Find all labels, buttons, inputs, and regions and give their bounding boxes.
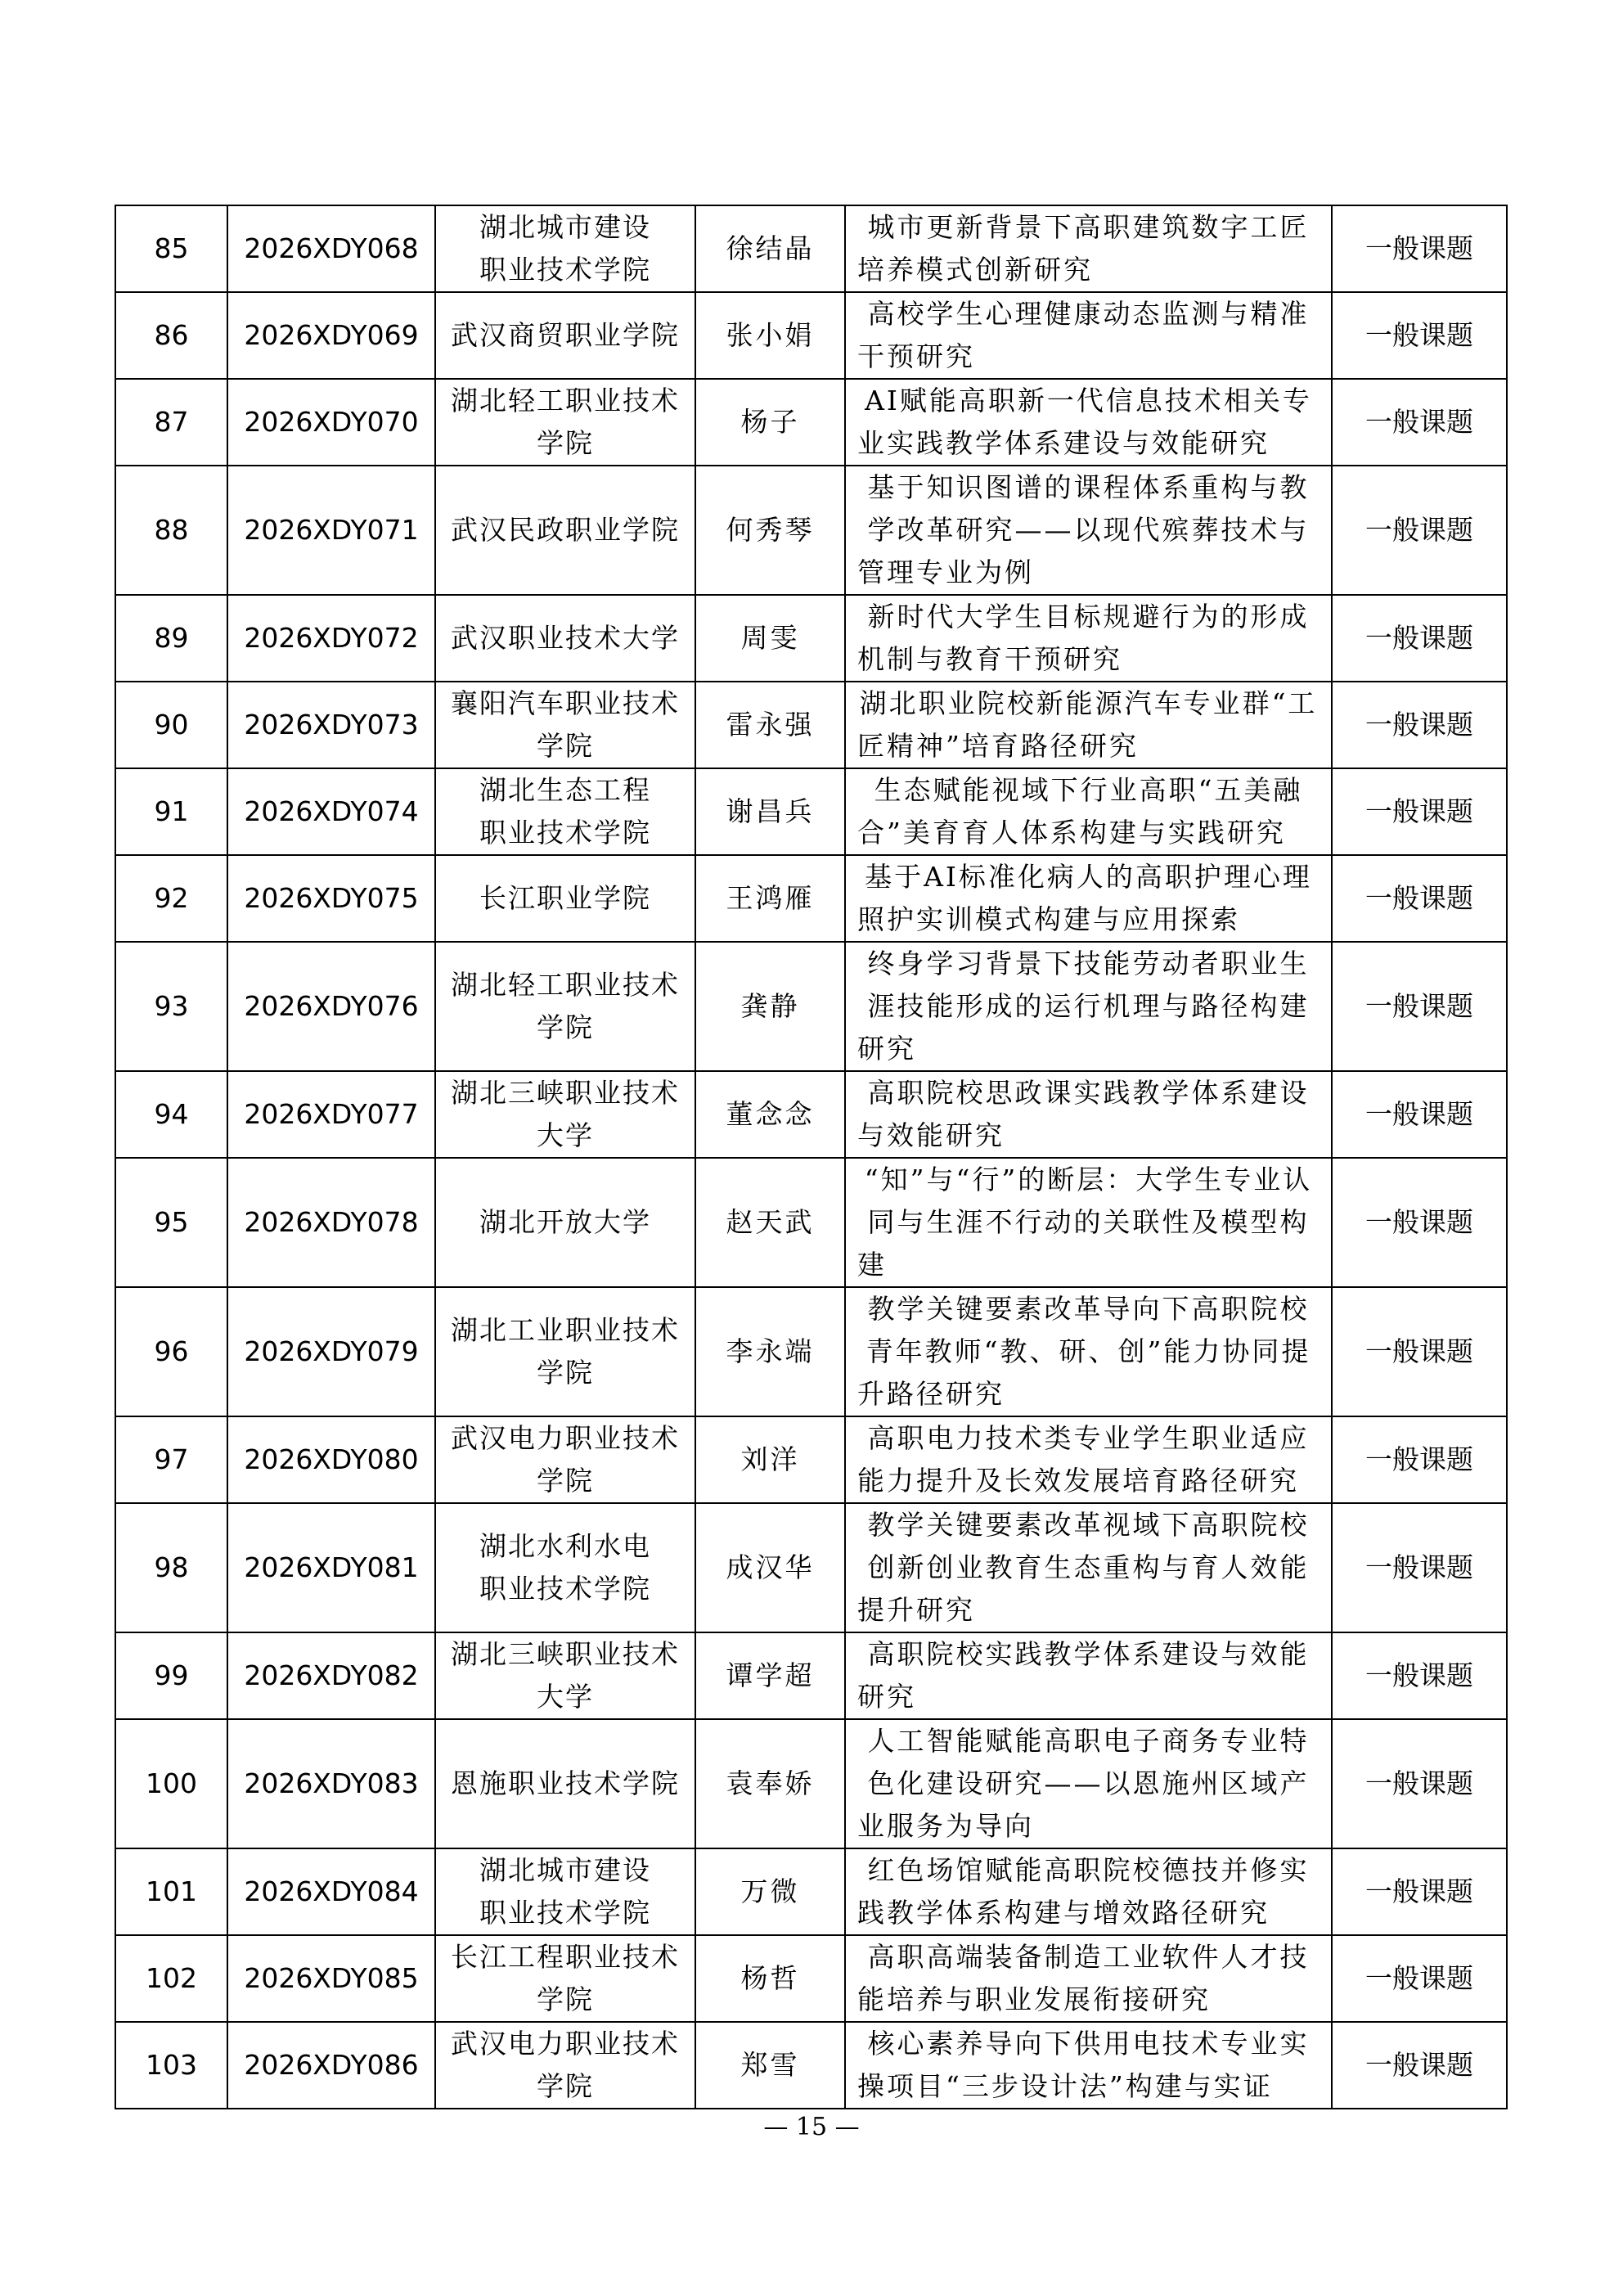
- project-code-cell: 2026XDY084: [227, 1848, 435, 1935]
- leader-name-cell: 郑雪: [695, 2022, 845, 2109]
- table-row: [115, 1632, 1507, 1719]
- leader-name-cell: 王鸿雁: [695, 855, 845, 942]
- row-number-cell: 100: [115, 1719, 227, 1848]
- table-row: [115, 1287, 1507, 1416]
- school-name-line: 湖北生态工程: [479, 774, 651, 806]
- leader-name-cell: 李永端: [695, 1287, 845, 1416]
- table-row: [115, 466, 1507, 595]
- row-number-cell: 102: [115, 1935, 227, 2022]
- table-row: [115, 292, 1507, 379]
- table-row: [115, 1503, 1507, 1632]
- project-code-cell: 2026XDY073: [227, 682, 435, 768]
- leader-name-cell: 谭学超: [695, 1632, 845, 1719]
- project-code-cell: 2026XDY074: [227, 768, 435, 855]
- row-number-cell: 90: [115, 682, 227, 768]
- school-name-line: 湖北三峡职业技术: [451, 1638, 680, 1670]
- school-cell: [435, 855, 695, 942]
- school-name-line: 湖北轻工职业技术: [451, 969, 680, 1001]
- table-row: [115, 2022, 1507, 2109]
- school-name-line: 学院: [537, 427, 594, 459]
- school-cell: [435, 466, 695, 595]
- school-name-line: 湖北工业职业技术: [451, 1314, 680, 1346]
- school-cell: [435, 1416, 695, 1503]
- row-number-cell: 91: [115, 768, 227, 855]
- table-row: [115, 1158, 1507, 1287]
- school-cell: [435, 1632, 695, 1719]
- school-cell: [435, 1935, 695, 2022]
- project-title-cell: 核心素养导向下供用电技术专业实操项目“三步设计法”构建与实证: [845, 2022, 1332, 2109]
- leader-name-cell: 董念念: [695, 1071, 845, 1158]
- project-code-cell: 2026XDY068: [227, 205, 435, 292]
- project-type-cell: 一般课题: [1332, 2022, 1507, 2109]
- school-name-line: 职业技术学院: [479, 254, 651, 286]
- project-table: [115, 205, 1508, 2109]
- project-type-cell: 一般课题: [1332, 855, 1507, 942]
- leader-name-cell: 赵天武: [695, 1158, 845, 1287]
- project-code-cell: 2026XDY076: [227, 942, 435, 1071]
- row-number-cell: 89: [115, 595, 227, 682]
- school-name-line: 大学: [537, 1119, 594, 1151]
- school-name-line: 湖北三峡职业技术: [451, 1077, 680, 1109]
- school-name-line: 武汉民政职业学院: [451, 514, 680, 546]
- leader-name-cell: 雷永强: [695, 682, 845, 768]
- table-row: [115, 379, 1507, 466]
- project-title-cell: 湖北职业院校新能源汽车专业群“工匠精神”培育路径研究: [845, 682, 1332, 768]
- project-code-cell: 2026XDY080: [227, 1416, 435, 1503]
- school-cell: [435, 1503, 695, 1632]
- school-name-line: 武汉职业技术大学: [451, 622, 680, 654]
- project-type-cell: 一般课题: [1332, 942, 1507, 1071]
- school-name-line: 湖北轻工职业技术: [451, 385, 680, 416]
- table-row: [115, 1719, 1507, 1848]
- table-body: [115, 205, 1507, 2109]
- project-title-cell: 高职高端装备制造工业软件人才技能培养与职业发展衔接研究: [845, 1935, 1332, 2022]
- school-cell: [435, 1848, 695, 1935]
- school-name-line: 长江工程职业技术: [451, 1941, 680, 1973]
- leader-name-cell: 何秀琴: [695, 466, 845, 595]
- project-title-cell: 基于AI标准化病人的高职护理心理照护实训模式构建与应用探索: [845, 855, 1332, 942]
- project-type-cell: 一般课题: [1332, 1158, 1507, 1287]
- project-type-cell: 一般课题: [1332, 205, 1507, 292]
- row-number-cell: 103: [115, 2022, 227, 2109]
- school-cell: [435, 595, 695, 682]
- school-name-line: 大学: [537, 1681, 594, 1713]
- table-row: [115, 595, 1507, 682]
- row-number-cell: 93: [115, 942, 227, 1071]
- school-name-line: 湖北开放大学: [479, 1206, 651, 1238]
- school-name-line: 学院: [537, 730, 594, 762]
- project-type-cell: 一般课题: [1332, 1719, 1507, 1848]
- project-code-cell: 2026XDY069: [227, 292, 435, 379]
- leader-name-cell: 龚静: [695, 942, 845, 1071]
- leader-name-cell: 周雯: [695, 595, 845, 682]
- school-name-line: 职业技术学院: [479, 1897, 651, 1929]
- table-row: [115, 1071, 1507, 1158]
- leader-name-cell: 万微: [695, 1848, 845, 1935]
- school-cell: [435, 942, 695, 1071]
- project-title-cell: 红色场馆赋能高职院校德技并修实践教学体系构建与增效路径研究: [845, 1848, 1332, 1935]
- project-type-cell: 一般课题: [1332, 682, 1507, 768]
- project-type-cell: 一般课题: [1332, 595, 1507, 682]
- school-name-line: 学院: [537, 1983, 594, 2015]
- table-row: [115, 205, 1507, 292]
- row-number-cell: 88: [115, 466, 227, 595]
- school-name-line: 襄阳汽车职业技术: [451, 687, 680, 719]
- school-name-line: 长江职业学院: [479, 882, 651, 914]
- project-title-cell: 城市更新背景下高职建筑数字工匠培养模式创新研究: [845, 205, 1332, 292]
- school-cell: [435, 1287, 695, 1416]
- project-code-cell: 2026XDY081: [227, 1503, 435, 1632]
- project-type-cell: 一般课题: [1332, 1935, 1507, 2022]
- table-row: [115, 768, 1507, 855]
- school-name-line: 职业技术学院: [479, 817, 651, 849]
- project-code-cell: 2026XDY070: [227, 379, 435, 466]
- project-code-cell: 2026XDY077: [227, 1071, 435, 1158]
- row-number-cell: 101: [115, 1848, 227, 1935]
- school-name-line: 学院: [537, 2070, 594, 2102]
- project-title-cell: 高职院校思政课实践教学体系建设与效能研究: [845, 1071, 1332, 1158]
- project-type-cell: 一般课题: [1332, 1848, 1507, 1935]
- project-type-cell: 一般课题: [1332, 1503, 1507, 1632]
- school-name-line: 湖北水利水电: [479, 1530, 651, 1562]
- school-name-line: 湖北城市建设: [479, 211, 651, 243]
- project-type-cell: 一般课题: [1332, 1416, 1507, 1503]
- table-row: [115, 682, 1507, 768]
- project-title-cell: 人工智能赋能高职电子商务专业特色化建设研究——以恩施州区域产业服务为导向: [845, 1719, 1332, 1848]
- project-title-cell: 教学关键要素改革视域下高职院校创新创业教育生态重构与育人效能提升研究: [845, 1503, 1332, 1632]
- project-title-cell: 终身学习背景下技能劳动者职业生涯技能形成的运行机理与路径构建研究: [845, 942, 1332, 1071]
- school-name-line: 学院: [537, 1011, 594, 1043]
- leader-name-cell: 刘洋: [695, 1416, 845, 1503]
- project-type-cell: 一般课题: [1332, 379, 1507, 466]
- project-title-cell: AI赋能高职新一代信息技术相关专业实践教学体系建设与效能研究: [845, 379, 1332, 466]
- project-title-cell: “知”与“行”的断层：大学生专业认同与生涯不行动的关联性及模型构建: [845, 1158, 1332, 1287]
- project-type-cell: 一般课题: [1332, 768, 1507, 855]
- project-type-cell: 一般课题: [1332, 466, 1507, 595]
- row-number-cell: 99: [115, 1632, 227, 1719]
- row-number-cell: 94: [115, 1071, 227, 1158]
- project-type-cell: 一般课题: [1332, 1287, 1507, 1416]
- row-number-cell: 98: [115, 1503, 227, 1632]
- school-cell: [435, 2022, 695, 2109]
- project-type-cell: 一般课题: [1332, 1632, 1507, 1719]
- project-type-cell: 一般课题: [1332, 1071, 1507, 1158]
- school-cell: [435, 682, 695, 768]
- project-title-cell: 高校学生心理健康动态监测与精准干预研究: [845, 292, 1332, 379]
- leader-name-cell: 杨子: [695, 379, 845, 466]
- row-number-cell: 85: [115, 205, 227, 292]
- project-type-cell: 一般课题: [1332, 292, 1507, 379]
- project-code-cell: 2026XDY079: [227, 1287, 435, 1416]
- project-title-cell: 新时代大学生目标规避行为的形成机制与教育干预研究: [845, 595, 1332, 682]
- project-code-cell: 2026XDY071: [227, 466, 435, 595]
- project-code-cell: 2026XDY078: [227, 1158, 435, 1287]
- school-cell: [435, 292, 695, 379]
- leader-name-cell: 成汉华: [695, 1503, 845, 1632]
- school-name-line: 恩施职业技术学院: [451, 1767, 680, 1799]
- school-cell: [435, 1071, 695, 1158]
- table-row: [115, 1416, 1507, 1503]
- project-code-cell: 2026XDY083: [227, 1719, 435, 1848]
- row-number-cell: 97: [115, 1416, 227, 1503]
- school-name-line: 武汉商贸职业学院: [451, 319, 680, 351]
- project-code-cell: 2026XDY086: [227, 2022, 435, 2109]
- school-cell: [435, 205, 695, 292]
- leader-name-cell: 杨哲: [695, 1935, 845, 2022]
- school-name-line: 武汉电力职业技术: [451, 2028, 680, 2060]
- row-number-cell: 86: [115, 292, 227, 379]
- leader-name-cell: 张小娟: [695, 292, 845, 379]
- project-title-cell: 教学关键要素改革导向下高职院校青年教师“教、研、创”能力协同提升路径研究: [845, 1287, 1332, 1416]
- school-name-line: 武汉电力职业技术: [451, 1422, 680, 1454]
- school-name-line: 学院: [537, 1465, 594, 1497]
- project-code-cell: 2026XDY085: [227, 1935, 435, 2022]
- project-title-cell: 高职院校实践教学体系建设与效能研究: [845, 1632, 1332, 1719]
- row-number-cell: 96: [115, 1287, 227, 1416]
- school-cell: [435, 379, 695, 466]
- project-title-cell: 生态赋能视域下行业高职“五美融合”美育育人体系构建与实践研究: [845, 768, 1332, 855]
- project-code-cell: 2026XDY075: [227, 855, 435, 942]
- school-cell: [435, 1158, 695, 1287]
- school-name-line: 学院: [537, 1357, 594, 1389]
- leader-name-cell: 谢昌兵: [695, 768, 845, 855]
- school-name-line: 湖北城市建设: [479, 1854, 651, 1886]
- project-title-cell: 高职电力技术类专业学生职业适应能力提升及长效发展培育路径研究: [845, 1416, 1332, 1503]
- table-row: [115, 855, 1507, 942]
- school-cell: [435, 1719, 695, 1848]
- table-row: [115, 942, 1507, 1071]
- school-name-line: 职业技术学院: [479, 1573, 651, 1605]
- row-number-cell: 87: [115, 379, 227, 466]
- page-number: — 15 —: [763, 2113, 860, 2141]
- table-row: [115, 1935, 1507, 2022]
- project-code-cell: 2026XDY072: [227, 595, 435, 682]
- project-title-cell: 基于知识图谱的课程体系重构与教学改革研究——以现代殡葬技术与管理专业为例: [845, 466, 1332, 595]
- school-cell: [435, 768, 695, 855]
- row-number-cell: 92: [115, 855, 227, 942]
- leader-name-cell: 徐结晶: [695, 205, 845, 292]
- table-row: [115, 1848, 1507, 1935]
- row-number-cell: 95: [115, 1158, 227, 1287]
- leader-name-cell: 袁奉娇: [695, 1719, 845, 1848]
- project-code-cell: 2026XDY082: [227, 1632, 435, 1719]
